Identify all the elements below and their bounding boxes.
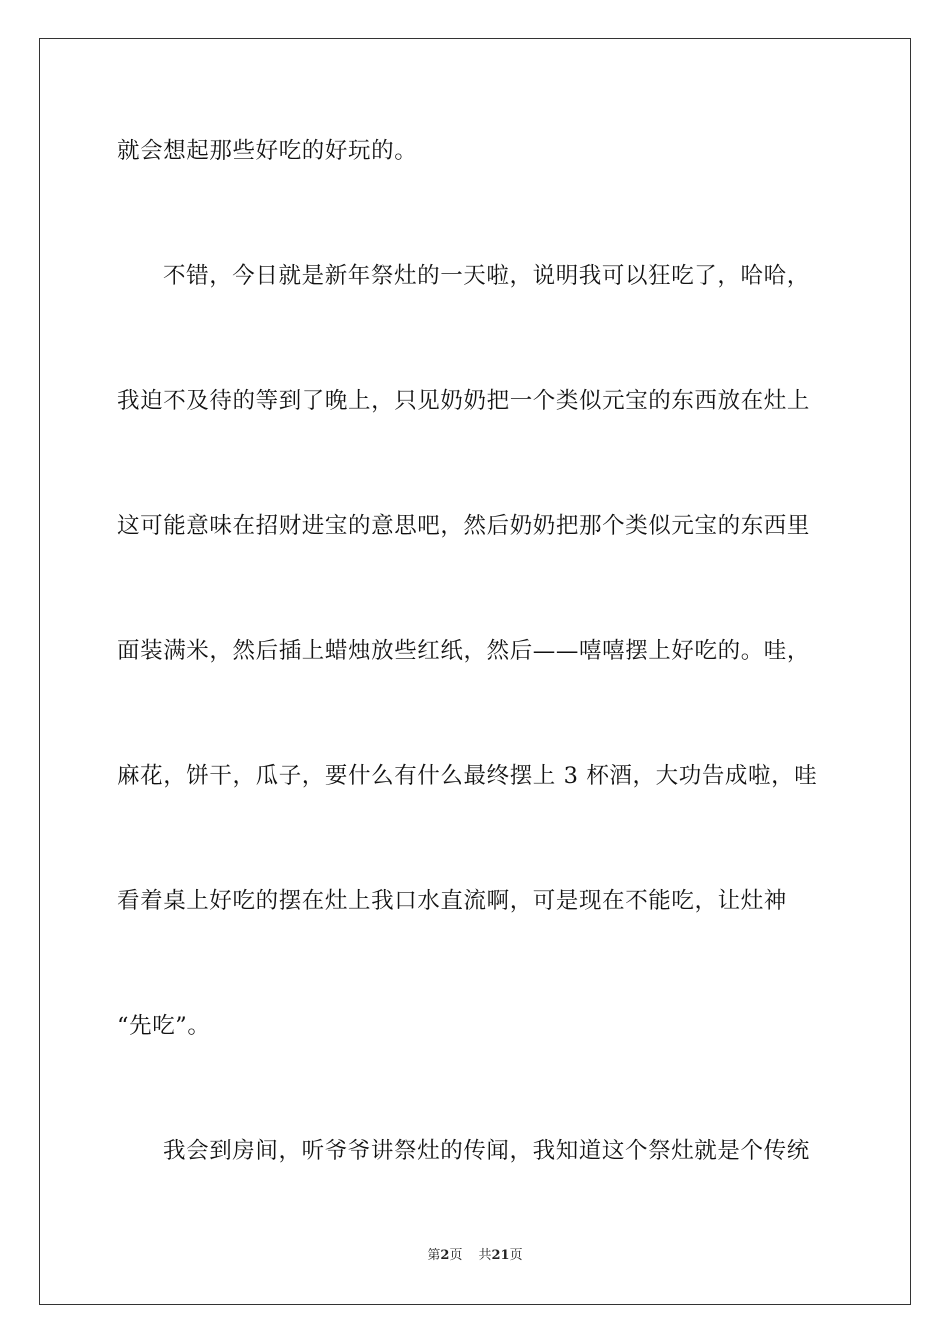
text-line-6: 麻花，饼干，瓜子，要什么有什么最终摆上 3 杯酒，大功告成啦，哇 <box>117 763 818 789</box>
text-line-3: 我迫不及待的等到了晚上，只见奶奶把一个类似元宝的东西放在灶上 <box>117 388 811 414</box>
text-line-5: 面装满米，然后插上蜡烛放些红纸，然后——嘻嘻摆上好吃的。哇， <box>117 638 811 664</box>
total-suffix: 页 <box>509 1248 523 1263</box>
text-line-7: 看着桌上好吃的摆在灶上我口水直流啊，可是现在不能吃，让灶神 <box>117 888 787 914</box>
text-line-4: 这可能意味在招财进宝的意思吧，然后奶奶把那个类似元宝的东西里 <box>117 513 811 539</box>
text-line-1: 就会想起那些好吃的好玩的。 <box>117 138 418 164</box>
total-pages: 21 <box>491 1248 510 1263</box>
page-number: 2 <box>440 1248 450 1263</box>
text-line-8: “先吃”。 <box>117 1013 211 1039</box>
page-prefix: 第 <box>427 1248 441 1263</box>
page-footer <box>0 1247 950 1265</box>
page-border <box>39 38 911 1305</box>
text-line-2: 不错，今日就是新年祭灶的一天啦，说明我可以狂吃了，哈哈， <box>163 263 810 289</box>
total-prefix: 共 <box>478 1248 492 1263</box>
page-suffix: 页 <box>449 1248 463 1263</box>
text-line-9: 我会到房间，听爷爷讲祭灶的传闻，我知道这个祭灶就是个传统 <box>163 1138 810 1164</box>
